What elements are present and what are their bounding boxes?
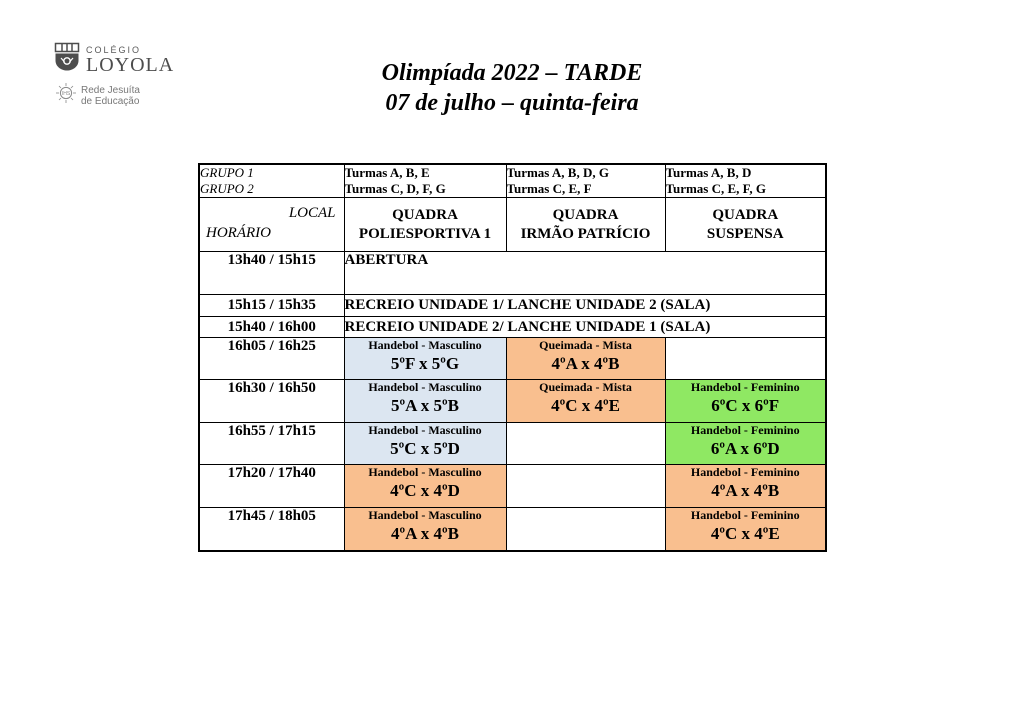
schedule-row bbox=[199, 380, 826, 423]
venue-line: IRMÃO PATRÍCIO bbox=[520, 225, 651, 242]
event-span-cell: RECREIO UNIDADE 1/ LANCHE UNIDADE 2 (SALA) bbox=[344, 295, 826, 317]
game-match: 4ºC x 4ºE bbox=[710, 524, 780, 543]
schedule-table bbox=[198, 163, 827, 552]
game-cell-empty bbox=[506, 423, 665, 465]
turmas-line: Turmas C, E, F bbox=[506, 181, 592, 196]
turmas-line: Turmas A, B, D bbox=[665, 165, 752, 180]
schedule-row bbox=[199, 465, 826, 508]
game-match: 4ºC x 4ºE bbox=[551, 396, 620, 415]
game-cell bbox=[506, 338, 665, 380]
schedule-row bbox=[199, 508, 826, 551]
time-cell: 16h55 / 17h15 bbox=[199, 423, 344, 465]
venue-line: QUADRA bbox=[712, 206, 779, 223]
network-name-line2: de Educação bbox=[81, 95, 140, 107]
local-horario-corner-cell bbox=[199, 198, 344, 252]
game-sport: Queimada - Mista bbox=[539, 338, 632, 352]
time-cell: 17h45 / 18h05 bbox=[199, 508, 344, 551]
venue-cell bbox=[506, 198, 665, 252]
time-cell: 13h40 / 15h15 bbox=[199, 252, 344, 295]
title-line2: 07 de julho – quinta-feira bbox=[385, 90, 639, 116]
venue-line: POLIESPORTIVA 1 bbox=[358, 225, 492, 242]
venue-line: QUADRA bbox=[392, 206, 458, 223]
time-cell: 17h20 / 17h40 bbox=[199, 465, 344, 508]
game-match: 6ºA x 6ºD bbox=[710, 439, 780, 458]
game-cell bbox=[344, 338, 506, 380]
svg-text:IHS: IHS bbox=[61, 91, 71, 98]
group-header-row bbox=[199, 164, 826, 198]
time-cell: 16h30 / 16h50 bbox=[199, 380, 344, 423]
game-sport: Handebol - Masculino bbox=[368, 465, 482, 479]
title-line1: Olimpíada 2022 – TARDE bbox=[381, 60, 643, 86]
schedule-row bbox=[199, 317, 826, 338]
time-cell: 15h15 / 15h35 bbox=[199, 295, 344, 317]
schedule-row bbox=[199, 423, 826, 465]
game-cell bbox=[506, 380, 665, 423]
time-cell: 15h40 / 16h00 bbox=[199, 317, 344, 338]
logo-college-label: COLÉGIO bbox=[86, 44, 142, 55]
game-cell bbox=[665, 508, 826, 551]
group2-label: GRUPO 2 bbox=[200, 181, 254, 196]
event-span-cell: RECREIO UNIDADE 2/ LANCHE UNIDADE 1 (SALA) bbox=[344, 317, 826, 338]
game-match: 5ºF x 5ºG bbox=[390, 354, 460, 373]
game-match: 4ºA x 4ºB bbox=[391, 524, 459, 543]
game-match: 4ºA x 4ºB bbox=[711, 481, 780, 500]
game-cell bbox=[665, 423, 826, 465]
game-cell bbox=[344, 465, 506, 508]
group-labels-cell bbox=[199, 164, 344, 198]
network-name-line1: Rede Jesuíta bbox=[81, 84, 140, 96]
game-cell bbox=[344, 508, 506, 551]
page-title bbox=[0, 58, 1024, 118]
game-sport: Handebol - Masculino bbox=[368, 423, 482, 437]
game-match: 5ºC x 5ºD bbox=[390, 439, 460, 458]
game-sport: Handebol - Masculino bbox=[368, 380, 482, 394]
schedule-row bbox=[199, 338, 826, 380]
game-sport: Handebol - Feminino bbox=[690, 465, 800, 479]
game-cell-empty bbox=[665, 338, 826, 380]
venue-line: QUADRA bbox=[552, 206, 619, 223]
game-match: 6ºC x 6ºF bbox=[711, 396, 780, 415]
venue-header-row bbox=[199, 198, 826, 252]
game-sport: Handebol - Masculino bbox=[368, 338, 482, 352]
turmas-line: Turmas A, B, E bbox=[344, 165, 430, 180]
venue-cell bbox=[344, 198, 506, 252]
turmas-line: Turmas C, E, F, G bbox=[665, 181, 767, 196]
time-cell: 16h05 / 16h25 bbox=[199, 338, 344, 380]
schedule-row bbox=[199, 295, 826, 317]
logo-school-name: LOYOLA bbox=[86, 53, 175, 76]
game-match: 5ºA x 5ºB bbox=[391, 396, 459, 415]
game-cell-empty bbox=[506, 508, 665, 551]
game-cell bbox=[665, 465, 826, 508]
game-cell bbox=[344, 423, 506, 465]
game-cell bbox=[344, 380, 506, 423]
horario-label: HORÁRIO bbox=[206, 225, 271, 241]
local-label: LOCAL bbox=[288, 205, 336, 221]
game-sport: Handebol - Feminino bbox=[690, 508, 800, 522]
game-cell-empty bbox=[506, 465, 665, 508]
game-cell bbox=[665, 380, 826, 423]
turmas-line: Turmas A, B, D, G bbox=[506, 165, 609, 180]
game-sport: Queimada - Mista bbox=[539, 380, 632, 394]
game-sport: Handebol - Feminino bbox=[690, 423, 800, 437]
game-sport: Handebol - Feminino bbox=[690, 380, 800, 394]
venue-cell bbox=[665, 198, 826, 252]
turmas-line: Turmas C, D, F, G bbox=[344, 181, 446, 196]
group-turmas-cell bbox=[665, 164, 826, 198]
group-turmas-cell bbox=[344, 164, 506, 198]
group-turmas-cell bbox=[506, 164, 665, 198]
schedule-row bbox=[199, 252, 826, 295]
game-match: 4ºA x 4ºB bbox=[551, 354, 620, 373]
venue-line: SUSPENSA bbox=[706, 225, 784, 242]
game-sport: Handebol - Masculino bbox=[368, 508, 482, 522]
event-span-cell: ABERTURA bbox=[344, 252, 826, 295]
game-match: 4ºC x 4ºD bbox=[390, 481, 460, 500]
group1-label: GRUPO 1 bbox=[200, 165, 254, 180]
